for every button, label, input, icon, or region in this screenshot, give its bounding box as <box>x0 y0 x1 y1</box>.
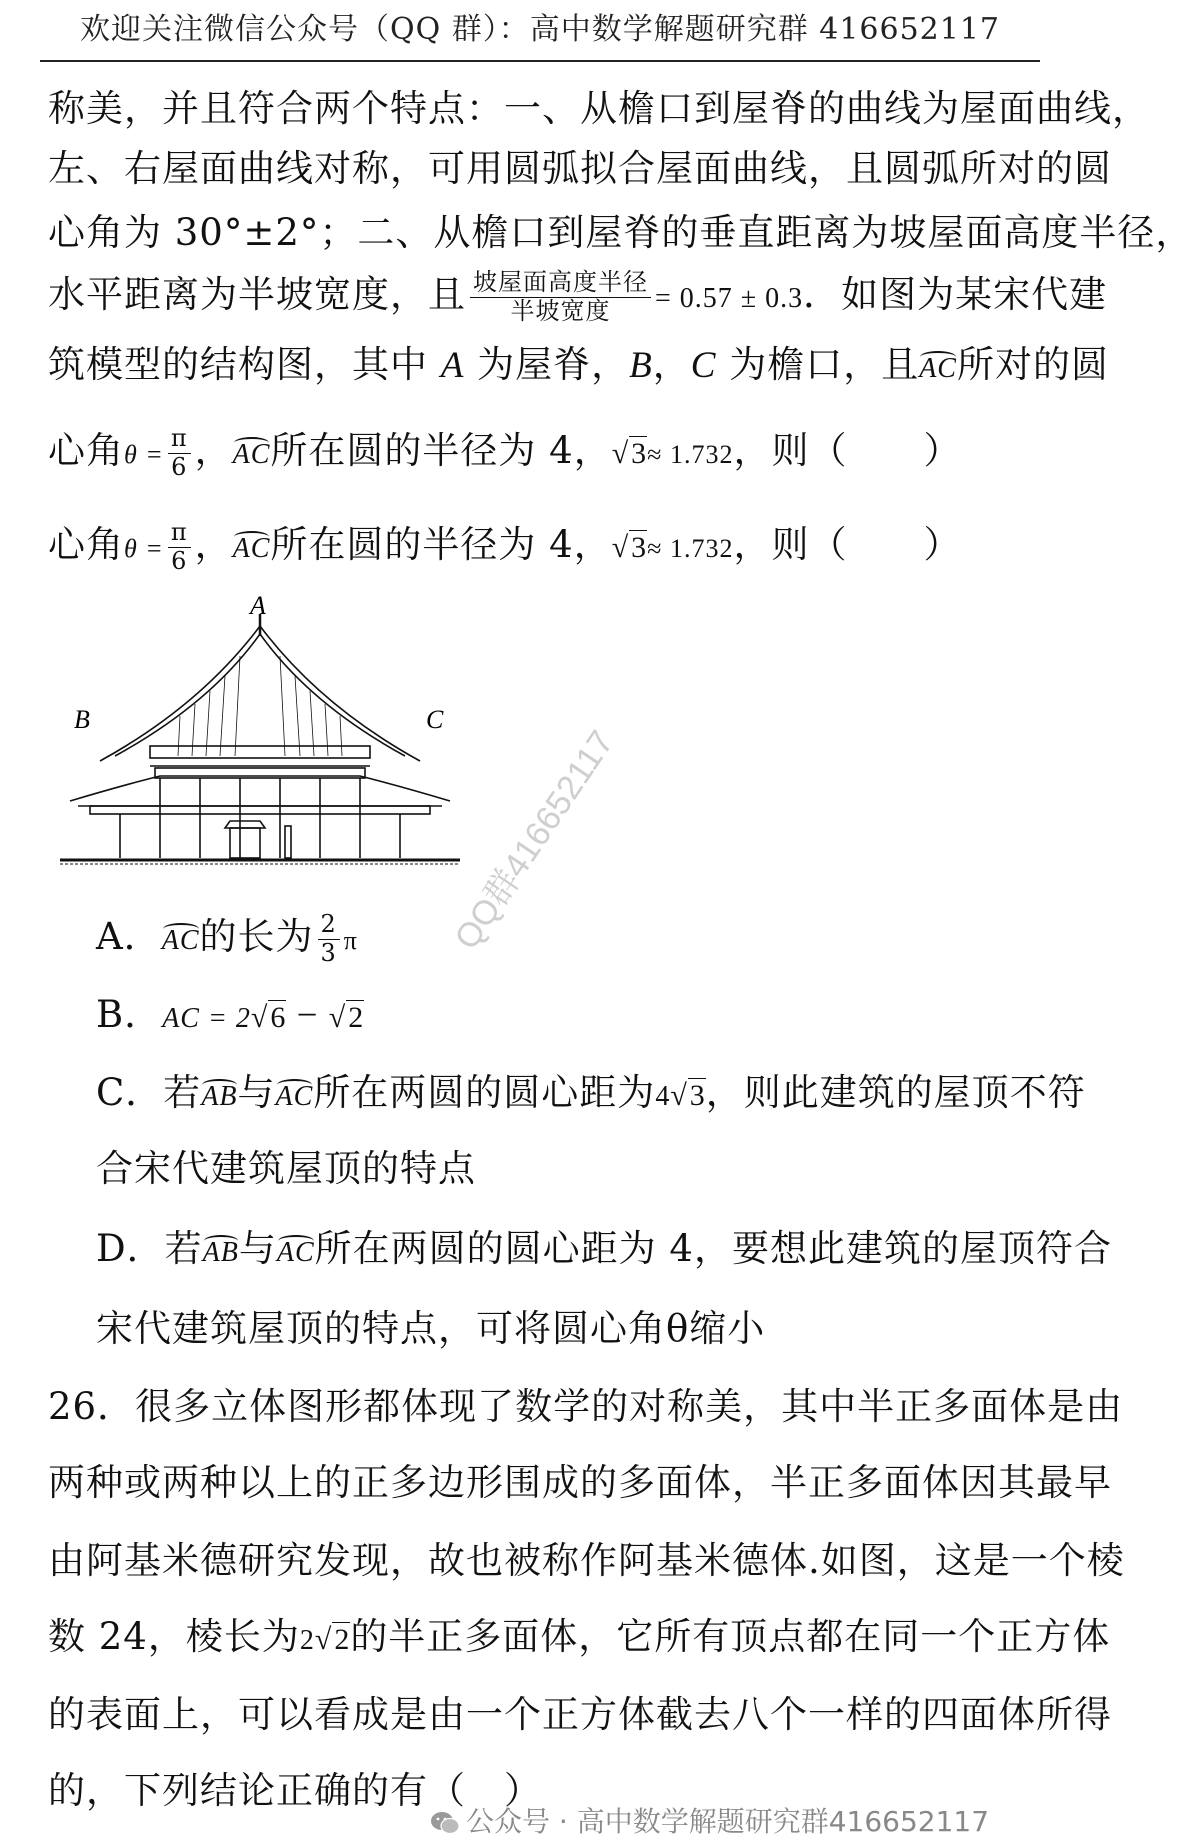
intro-line-5-text-c: 为檐口，且 <box>729 343 920 386</box>
q26-coef: 2 <box>299 1625 315 1656</box>
wechat-icon <box>430 1810 460 1836</box>
option-D-prefix: D．若 <box>96 1227 203 1270</box>
clip-approx: ≈ 1.732 <box>647 440 734 469</box>
option-A-text: 的长为 <box>199 915 314 958</box>
intro-line-4-text-a: 水平距离为半坡宽度，且 <box>48 273 466 316</box>
option-C-arc-AC: AC <box>275 1081 314 1112</box>
option-A-num: 2 <box>318 911 340 940</box>
option-B-sqrt2-radicand: 2 <box>348 1001 365 1034</box>
option-A-den: 3 <box>320 939 337 967</box>
option-C-prefix: C．若 <box>96 1071 202 1114</box>
option-C-text2: ，则此建筑的屋顶不符 <box>705 1071 1086 1114</box>
intro-line-6-text-c: 所在圆的半径为 4， <box>270 523 612 566</box>
q26-line-6: 的，下列结论正确的有（ ） <box>48 1769 542 1812</box>
option-D-line-2: 宋代建筑屋顶的特点，可将圆心角θ缩小 <box>96 1307 766 1350</box>
ratio-denominator: 半坡宽度 <box>510 297 611 325</box>
intro-line-4 <box>48 264 1108 326</box>
option-D-arc-AB: AB <box>202 1237 239 1268</box>
ratio-fraction <box>470 269 651 325</box>
option-C-line-1 <box>96 1062 1086 1116</box>
intro-line-5-text-d: 所对的圆 <box>956 343 1109 386</box>
intro-line-3: 心角为 30°±2°；二、从檐口到屋脊的垂直距离为坡屋面高度半径， <box>48 211 1193 254</box>
clip-fraction <box>168 425 191 481</box>
q26-line-4-text-a: 数 24，棱长为 <box>48 1615 300 1658</box>
header-rule <box>40 60 1040 62</box>
figure-label-C: C <box>426 705 444 734</box>
option-C-sqrt-radicand: 3 <box>689 1079 706 1112</box>
intro-line-6-text-b: ， <box>194 523 233 566</box>
q26-line-2: 两种或两种以上的正多边形围成的多面体，半正多面体因其最早 <box>48 1461 1112 1504</box>
sqrt-3: √3 <box>611 531 648 564</box>
option-B-prefix: B． <box>96 993 163 1036</box>
q26-line-1: 26．很多立体图形都体现了数学的对称美，其中半正多面体是由 <box>48 1385 1124 1428</box>
intro-line-4-text-b: ．如图为某宋代建 <box>803 273 1108 316</box>
q26-line-5: 的表面上，可以看成是由一个正方体截去八个一样的四面体所得 <box>48 1693 1112 1736</box>
clip-arc-AC: AC <box>232 439 271 470</box>
option-A <box>96 906 1050 968</box>
qq-watermark: QQ群416652117 <box>447 723 622 957</box>
arc-AC: AC <box>919 353 957 384</box>
intro-line-6-text-d: ，则（ ） <box>733 523 962 566</box>
page-header: 欢迎关注微信公众号（QQ 群）：高中数学解题研究群 416652117 <box>79 12 1001 47</box>
figure-label-A: A <box>250 591 266 620</box>
clip-sqrt-radicand: 3 <box>631 437 648 470</box>
option-B-sqrt2: √2 <box>328 1001 365 1034</box>
option-B-sqrt1-radicand: 6 <box>270 1001 287 1034</box>
intro-line-5-text-b: 为屋脊， <box>477 343 630 386</box>
label-ridge-A: A <box>440 345 465 386</box>
angle-fraction-num: π <box>168 519 191 548</box>
q26-line-3: 由阿基米德研究发现，故也被称作阿基米德体.如图，这是一个棱 <box>48 1539 1125 1582</box>
q26-sqrt: √2 <box>314 1623 351 1656</box>
intro-line-2: 左、右屋面曲线对称，可用圆弧拟合屋面曲线，且圆弧所对的圆 <box>48 147 1112 190</box>
intro-line-5 <box>48 334 1109 388</box>
intro-line-6-text-a: 心角 <box>48 523 124 566</box>
option-C-coef: 4 <box>655 1081 671 1112</box>
angle-fraction <box>168 519 191 575</box>
option-B <box>96 984 1050 1038</box>
option-C-mid: 与 <box>237 1071 276 1114</box>
option-D-mid: 与 <box>238 1227 277 1270</box>
intro-line-5-sep: ， <box>652 343 691 386</box>
option-D-text1: 所在两圆的圆心距为 4，要想此建筑的屋顶符合 <box>314 1227 1112 1270</box>
option-A-fraction <box>318 911 340 967</box>
intro-line-5-text-a: 筑模型的结构图，其中 <box>48 343 428 386</box>
q26-sqrt-radicand: 2 <box>334 1623 351 1656</box>
ratio-value: = 0.57 ± 0.3 <box>655 283 804 314</box>
wechat-footer <box>430 1800 989 1840</box>
ratio-numerator: 坡屋面高度半径 <box>470 269 651 298</box>
option-A-arc: AC <box>161 925 200 956</box>
option-B-expr: AC = 2 <box>162 1003 251 1034</box>
option-D-line-1 <box>96 1218 1112 1272</box>
clip-fraction-den: 6 <box>171 453 188 481</box>
clip-text-b: ， <box>194 429 233 472</box>
clip-text-d: ，则（ ） <box>733 429 962 472</box>
wechat-footer-text: 公众号 · 高中数学解题研究群416652117 <box>466 1805 990 1838</box>
song-building-figure <box>60 591 460 866</box>
label-eave-C: C <box>690 345 717 386</box>
theta-symbol: θ = <box>124 534 164 563</box>
clip-text-c: 所在圆的半径为 4， <box>270 429 612 472</box>
clipped-duplicate-line <box>48 424 1048 481</box>
option-C-line-2: 合宋代建筑屋顶的特点 <box>96 1147 476 1190</box>
option-A-prefix: A． <box>96 915 162 958</box>
sqrt-3-radicand: 3 <box>631 531 648 564</box>
option-B-minus: − <box>286 995 329 1036</box>
q26-line-4-text-b: 的半正多面体，它所有顶点都在同一个正方体 <box>350 1615 1111 1658</box>
arc-AC-2: AC <box>232 533 271 564</box>
option-B-sqrt1: √6 <box>250 1001 287 1034</box>
clip-text-a: 心角 <box>48 429 124 472</box>
intro-line-6 <box>48 514 1050 576</box>
angle-fraction-den: 6 <box>171 547 188 575</box>
option-D-arc-AC: AC <box>276 1237 315 1268</box>
option-A-pi: π <box>343 926 358 955</box>
figure-label-B: B <box>74 705 90 734</box>
intro-line-1: 称美，并且符合两个特点：一、从檐口到屋脊的曲线为屋面曲线， <box>48 87 1150 130</box>
clip-theta: θ = <box>124 440 164 469</box>
option-C-arc-AB: AB <box>201 1081 238 1112</box>
option-C-text1: 所在两圆的圆心距为 <box>313 1071 656 1114</box>
clip-fraction-num: π <box>168 425 191 454</box>
q26-line-4 <box>48 1606 1111 1660</box>
sqrt-3-approx: ≈ 1.732 <box>647 534 734 563</box>
label-eave-B: B <box>629 345 653 386</box>
option-C-sqrt: √3 <box>670 1079 706 1112</box>
clip-sqrt: √3 <box>611 437 648 470</box>
